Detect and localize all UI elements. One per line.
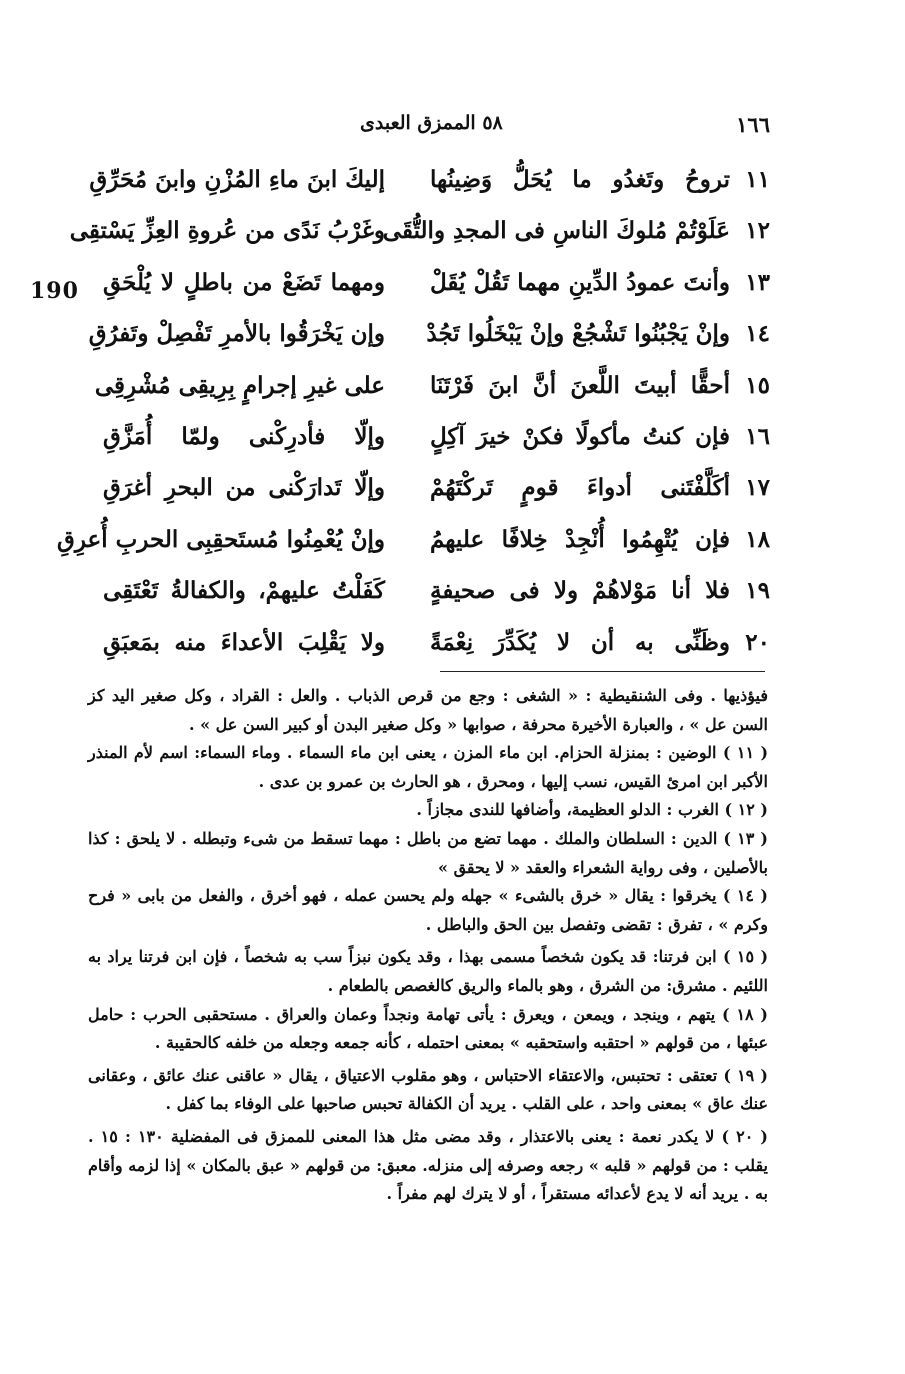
verse-second-hemistich: وإلّا فأدرِكْنى ولمّا أُمَزَّقِ [103, 422, 385, 450]
footnotes [88, 682, 768, 1209]
footnote: ( ٢٠ ) لا يكدر نعمة : يعنى بالاعتذار ، وقد مضى مثل هذا المعنى للممزق فى المفضلية ١٣٠ : ١٥ . يقلب : من قولهم « قلبه » رجعه وصرفه إلى منزله. معبق: من قولهم « عبق بالمكان » إذا لزمه وأقام به . يريد أنه لا يدع لأعدائه مستقراً ، أو لا يترك لهم مفراً . [88, 1126, 769, 1204]
page-header [360, 112, 770, 146]
verse-number: ١٧ [745, 474, 770, 502]
verse-second-hemistich: وإنْ يُعْمِنُوا مُستَحقِبِى الحربِ أُعرِقِ [56, 525, 385, 553]
footnote-separator-rule [440, 671, 765, 672]
verse-first-hemistich: وإنْ يَجْبُنُوا تَشْجُعْ وإنْ يَبْخَلُوا تَجُدْ [426, 320, 730, 348]
verse-second-hemistich: وغَرْبُ نَدًى من عُروةِ العِزِّ يَسْتقِى [69, 217, 385, 245]
verse-line [88, 314, 770, 365]
verse-number: ١٤ [745, 320, 770, 348]
footnote: ( ١٨ ) يتهم ، وينجد ، ويمعن ، ويعرق : يأتى تهامة ونجداً وعمان والعراق . مستحقبى الحرب : حامل عبئها ، من قولهم « احتقبه واستحقبه » بمعنى احتمله ، كأنه جمعه وجعله من خلفه كالحقيبة . [88, 1004, 769, 1053]
footnote: ( ١١ ) الوضين : بمنزلة الحزام. ابن ماء المزن ، يعنى ابن ماء السماء . وماء السماء: اسم لأم المنذر الأكبر ابن امرئ القيس، نسب إليها ، ومحرق ، هو الحارث بن عمرو بن عدى . [88, 743, 769, 791]
verse-second-hemistich: وإن يَخْرَقُوا بالأمرِ تَفْصِلْ وتَفرُقِ [88, 320, 385, 348]
verse-first-hemistich: فإن يُتْهِمُوا أُنْجِدْ خِلافًا عليهمُ [430, 525, 730, 553]
verse-first-hemistich: وأنتَ عمودُ الدِّينِ مهما تَقُلْ يُقَلْ [430, 268, 730, 296]
footnote: ( ١٣ ) الدين : السلطان والملك . مهما تضع من باطل : مهما تسقط من شىء وتبطله . لا يلحق : كذا بالأصلين ، وفى رواية الشعراء والعقد « لا يحقق » [88, 828, 768, 877]
verse-second-hemistich: على غيرِ إجرامٍ بِرِيقِى مُشْرِقِى [94, 371, 385, 399]
verse-first-hemistich: فإن كنتُ مأكولًا فكنْ خيرَ آكِلٍ [430, 422, 730, 450]
running-title: ٥٨ الممزق العبدى [360, 112, 503, 134]
verse-first-hemistich: أكَلَّفْتَنى أدواءَ قومٍ تَركْتَهُمْ [430, 474, 730, 502]
verse-line [105, 263, 770, 314]
footnote: ( ١٤ ) يخرقوا : يقال « خرق بالشىء » جهله ولم يحسن عمله ، فهو أخرق ، والفعل من بابى « فرح وكرم » ، تفرق : تقضى وتفصل بين الحق والباطل . [88, 886, 769, 934]
margin-reference-number: 190 [30, 278, 79, 304]
verse-line [94, 366, 770, 417]
verse-line [105, 417, 770, 468]
verse-first-hemistich: تروحُ وتَغدُو ما يُحَلُّ وَضِينُها [430, 166, 730, 193]
verse-line [69, 211, 770, 262]
footnote: فيؤذيها . وفى الشنقيطية : « الشغى : وجع من قرص الذباب . والعل : القراد ، وكل صغير اليد كز السن عل » ، والعبارة الأخيرة محرفة ، صوابها « وكل صغير البدن أو كبير السن عل » . [88, 686, 769, 734]
verse-number: ٢٠ [745, 628, 770, 656]
verse-first-hemistich: فلا أنا مَوْلاهُمْ ولا فى صحيفةٍ [430, 577, 730, 605]
poem [56, 160, 770, 674]
verse-number: ١٨ [745, 525, 770, 553]
verse-line [56, 520, 770, 571]
page-number: ١٦٦ [736, 112, 770, 137]
footnote: ( ١٢ ) الغرب : الدلو العظيمة، وأضافها للندى مجازاً . [416, 800, 768, 820]
verse-second-hemistich: ومهما تَضَعْ من باطلٍ لا يُلْحَقِ [103, 268, 385, 296]
verse-first-hemistich: أحقًّا أبيتَ اللَّعنَ أنَّ ابنَ فَرْتَنَا [430, 371, 730, 399]
verse-number: ١٣ [745, 268, 770, 296]
verse-number: ١٥ [745, 371, 770, 399]
verse-number: ١٦ [745, 422, 770, 450]
verse-line [89, 160, 770, 211]
verse-second-hemistich: وإلّا تَدارَكْنى من البحرِ أغرَقِ [103, 474, 385, 502]
verse-line [105, 468, 770, 519]
verse-number: ١٩ [745, 577, 770, 605]
footnote: ( ١٥ ) ابن فرتنا: قد يكون شخصاً مسمى بهذا ، وقد يكون نبزاً سب به شخصاً ، فإن ابن فرتنا يراد به اللئيم . مشرق: من الشرق ، وهو بالماء والريق كالغصص بالطعام . [88, 947, 769, 995]
verse-second-hemistich: إليكَ ابنَ ماءِ المُزْنِ وابنَ مُحَرِّقِ [89, 166, 385, 193]
verse-second-hemistich: ولا يَقْلِبَ الأعداءَ منه بمَعبَقِ [103, 628, 385, 656]
verse-first-hemistich: وظَنِّى به أن لا يُكَدِّرَ نِعْمَةً [430, 628, 730, 656]
footnote: ( ١٩ ) تعتقى : تحتبس، والاعتقاء الاحتباس ، وهو مقلوب الاعتياق ، يقال « عاقنى عنك عائق ، وعقانى عنك عاق » بمعنى واحد ، على القلب . يريد أن الكفالة تحبس صاحبها على الوفاء بما كفل . [88, 1065, 768, 1114]
verse-first-hemistich: عَلَوْتُمْ مُلوكَ الناسِ فى المجدِ والتُّقَى [382, 217, 730, 245]
verse-line [105, 623, 770, 674]
verse-line [105, 571, 770, 622]
verse-second-hemistich: كَفَلْتُ عليهمْ، والكفالةُ تَعْتَقِى [103, 577, 385, 605]
verse-number: ١٢ [745, 217, 770, 245]
verse-number: ١١ [745, 166, 770, 193]
